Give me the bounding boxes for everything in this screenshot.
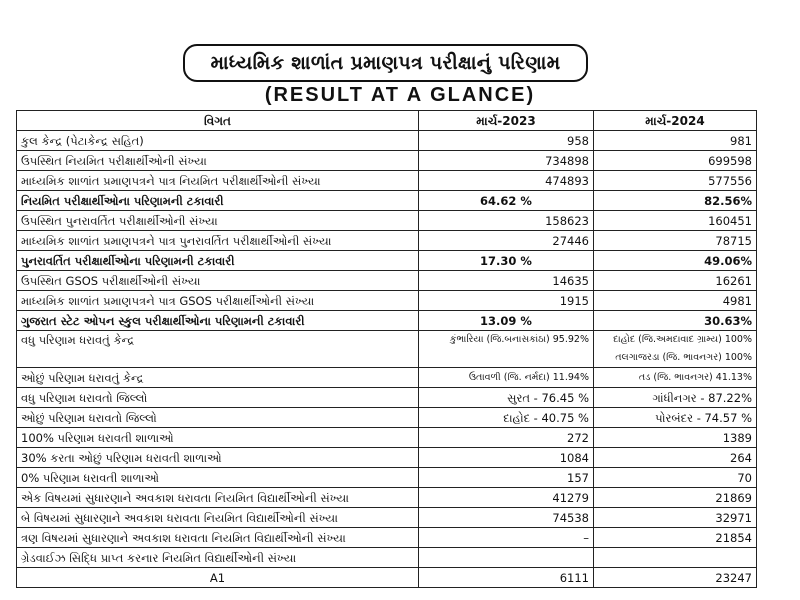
value-2024: 23247 (594, 568, 757, 588)
document-subtitle: (RESULT AT A GLANCE) (264, 84, 536, 106)
row-label: પુનરાવર્તિત પરીક્ષાર્થીઓના પરિણામની ટકાવારી (17, 251, 419, 271)
value-2023: 474893 (419, 171, 594, 191)
value-2023: 13.09 % (419, 311, 594, 331)
value-2024: 49.06% (594, 251, 757, 271)
row-label: એક વિષયમાં સુધારણાને અવકાશ ધરાવતા નિયમિત વિદ્યાર્થીઓની સંખ્યા (17, 488, 419, 508)
value-2023: 734898 (419, 151, 594, 171)
document-title: માધ્યમિક શાળાંત પ્રમાણપત્ર પરીક્ષાનું પરિણામ (183, 44, 588, 82)
table-row (17, 488, 757, 508)
value-2023: 272 (419, 428, 594, 448)
row-label: 30% કરતા ઓછું પરિણામ ધરાવતી શાળાઓ (17, 448, 419, 468)
table-row (17, 251, 757, 271)
table-row (17, 331, 757, 368)
row-label: ત્રણ વિષયમાં સુધારણાને અવકાશ ધરાવતા નિયમિત વિદ્યાર્થીઓની સંખ્યા (17, 528, 419, 548)
value-2024: 70 (594, 468, 757, 488)
row-label: ઉપસ્થિત નિયમિત પરીક્ષાર્થીઓની સંખ્યા (17, 151, 419, 171)
value-2024: 981 (594, 131, 757, 151)
value-2024: 160451 (594, 211, 757, 231)
table-row (17, 291, 757, 311)
row-label: વધુ પરિણામ ધરાવતું કેન્દ્ર (17, 331, 419, 368)
row-label: ઉપસ્થિત GSOS પરીક્ષાર્થીઓની સંખ્યા (17, 271, 419, 291)
table-row (17, 568, 757, 588)
table-header-row (17, 111, 757, 131)
header-march-2024: માર્ચ-2024 (594, 111, 757, 131)
value-2023: 958 (419, 131, 594, 151)
table-row (17, 508, 757, 528)
header-detail: વિગત (17, 111, 419, 131)
table-row (17, 131, 757, 151)
value-2023: 158623 (419, 211, 594, 231)
value-2023: દાહોદ - 40.75 % (419, 408, 594, 428)
value-2023: ઉતાવળી (જિ. નર્મદા) 11.94% (419, 368, 594, 388)
value-2023: 27446 (419, 231, 594, 251)
table-row (17, 428, 757, 448)
row-label: A1 (17, 568, 419, 588)
table-row (17, 548, 757, 568)
row-label: ગુજરાત સ્ટેટ ઓપન સ્કુલ પરીક્ષાર્થીઓના પરિણામની ટકાવારી (17, 311, 419, 331)
row-label: ઓછું પરિણામ ધરાવતું કેન્દ્ર (17, 368, 419, 388)
row-label: 100% પરિણામ ધરાવતી શાળાઓ (17, 428, 419, 448)
value-2024: પોરબંદર - 74.57 % (594, 408, 757, 428)
row-label: માધ્યમિક શાળાંત પ્રમાણપત્રને પાત્ર GSOS પરીક્ષાર્થીઓની સંખ્યા (17, 291, 419, 311)
value-2024: 699598 (594, 151, 757, 171)
value-2024: 577556 (594, 171, 757, 191)
row-label: બે વિષયમાં સુધારણાને અવકાશ ધરાવતા નિયમિત વિદ્યાર્થીઓની સંખ્યા (17, 508, 419, 528)
value-2023: 17.30 % (419, 251, 594, 271)
table-row (17, 368, 757, 388)
value-2024: 78715 (594, 231, 757, 251)
table-row (17, 231, 757, 251)
table-row (17, 448, 757, 468)
table-row (17, 151, 757, 171)
value-2023: 1084 (419, 448, 594, 468)
value-2024: તડ (જિ. ભાવનગર) 41.13% (594, 368, 757, 388)
row-label: નિયમિત પરીક્ષાર્થીઓના પરિણામની ટકાવારી (17, 191, 419, 211)
value-2024: 4981 (594, 291, 757, 311)
value-2024: 21854 (594, 528, 757, 548)
table-row (17, 271, 757, 291)
value-2023: 6111 (419, 568, 594, 588)
value-2024 (594, 548, 757, 568)
value-2024-line-2: તલગાજરડા (જિ. ભાવનગર) 100% (615, 352, 752, 363)
row-label: 0% પરિણામ ધરાવતી શાળાઓ (17, 468, 419, 488)
row-label: ગ્રેડવાઈઝ સિદ્ધિ પ્રાપ્ત કરનાર નિયમિત વિદ્યાર્થીઓની સંખ્યા (17, 548, 419, 568)
row-label: ઓછું પરિણામ ધરાવતો જિલ્લો (17, 408, 419, 428)
value-2024: 264 (594, 448, 757, 468)
value-2024: 1389 (594, 428, 757, 448)
value-2023: કુંભારિયા (જિ.બનાસકાંઠા) 95.92% (419, 331, 594, 368)
value-2023: સુરત - 76.45 % (419, 388, 594, 408)
row-label: કુલ કેન્દ્ર (પેટાકેન્દ્ર સહિત) (17, 131, 419, 151)
value-2024: ગાંધીનગર - 87.22% (594, 388, 757, 408)
table-row (17, 171, 757, 191)
value-2023: 64.62 % (419, 191, 594, 211)
value-2024-line-1: દાહોદ (જિ.અમદાવાદ ગ્રામ્ય) 100% (613, 334, 752, 345)
value-2024: 82.56% (594, 191, 757, 211)
value-2023: 74538 (419, 508, 594, 528)
table-row (17, 191, 757, 211)
row-label: ઉપસ્થિત પુનરાવર્તિત પરીક્ષાર્થીઓની સંખ્યા (17, 211, 419, 231)
table-row (17, 388, 757, 408)
table-row (17, 408, 757, 428)
value-2024 (594, 331, 757, 368)
table-row (17, 211, 757, 231)
table-row (17, 528, 757, 548)
value-2024: 21869 (594, 488, 757, 508)
value-2023: – (419, 528, 594, 548)
row-label: વધુ પરિણામ ધરાવતો જિલ્લો (17, 388, 419, 408)
value-2023: 157 (419, 468, 594, 488)
table-row (17, 468, 757, 488)
table-row (17, 311, 757, 331)
header-march-2023: માર્ચ-2023 (419, 111, 594, 131)
value-2024: 30.63% (594, 311, 757, 331)
row-label: માધ્યમિક શાળાંત પ્રમાણપત્રને પાત્ર પુનરાવર્તિત પરીક્ષાર્થીઓની સંખ્યા (17, 231, 419, 251)
value-2024: 16261 (594, 271, 757, 291)
value-2023 (419, 548, 594, 568)
value-2023: 14635 (419, 271, 594, 291)
result-table (16, 110, 757, 588)
value-2023: 1915 (419, 291, 594, 311)
value-2024: 32971 (594, 508, 757, 528)
row-label: માધ્યમિક શાળાંત પ્રમાણપત્રને પાત્ર નિયમિત પરીક્ષાર્થીઓની સંખ્યા (17, 171, 419, 191)
value-2023: 41279 (419, 488, 594, 508)
